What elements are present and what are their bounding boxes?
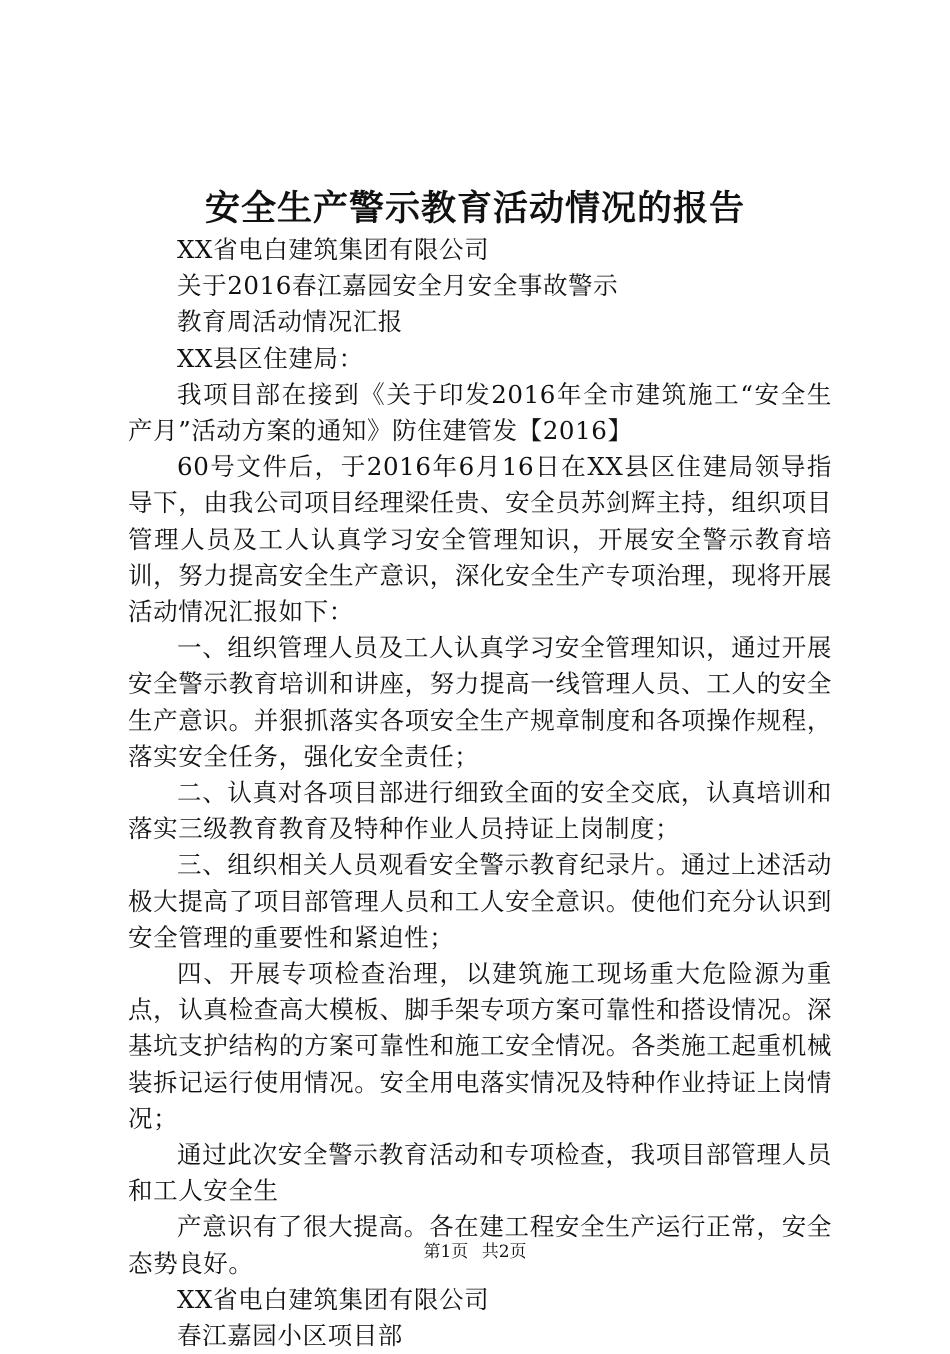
page-number-total: 共2页 xyxy=(481,1242,527,1262)
paragraph-conclusion-1: 通过此次安全警示教育活动和专项检查，我项目部管理人员和工人安全生 xyxy=(128,1140,832,1206)
page-number-current: 第1页 xyxy=(423,1242,469,1262)
paragraph-company: XX省电白建筑集团有限公司 xyxy=(177,235,490,264)
paragraph-item-3: 三、组织相关人员观看安全警示教育纪录片。通过上述活动极大提高了项目部管理人员和工人安全意识。使他们充分认识到安全管理的重要性和紧迫性； xyxy=(128,850,832,952)
paragraph-subject-line-1: 关于2016春江嘉园安全月安全事故警示 xyxy=(177,271,619,301)
paragraph-item-1: 一、组织管理人员及工人认真学习安全管理知识，通过开展安全警示教育培训和讲座，努力提高一线管理人员、工人的安全生产意识。并狠抓落实各项安全生产规章制度和各项操作规程，落实安全任务，强化安全责任； xyxy=(128,633,832,771)
paragraph-signature-company: XX省电白建筑集团有限公司 xyxy=(177,1284,490,1314)
document-body xyxy=(128,232,832,1354)
paragraph-item-2: 二、认真对各项目部进行细致全面的安全交底，认真培训和落实三级教育教育及特种作业人员持证上岗制度； xyxy=(128,778,832,844)
paragraph-item-4: 四、开展专项检查治理，以建筑施工现场重大危险源为重点，认真检查高大模板、脚手架专项方案可靠性和搭设情况。深基坑支护结构的方案可靠性和施工安全情况。各类施工起重机械装拆记运行使用情况。安全用电落实情况及特种作业持证上岗情况； xyxy=(128,959,832,1133)
paragraph-addressee: XX县区住建局： xyxy=(177,343,364,373)
document-title: 安全生产警示教育活动情况的报告 xyxy=(204,188,745,229)
paragraph-summary: 60号文件后，于2016年6月16日在XX县区住建局领导指导下，由我公司项目经理梁任贵、安全员苏剑辉主持，组织项目管理人员及工人认真学习安全管理知识，开展安全警示教育培训，努力提高安全生产意识，深化安全生产专项治理，现将开展活动情况汇报如下： xyxy=(128,452,832,627)
paragraph-conclusion-2: 产意识有了很大提高。各在建工程安全生产运行正常，安全态势良好。 xyxy=(128,1212,832,1278)
paragraph-signature-project: 春江嘉园小区项目部 xyxy=(177,1321,403,1351)
page-footer xyxy=(0,1240,950,1264)
paragraph-subject-line-2: 教育周活动情况汇报 xyxy=(177,307,403,337)
paragraph-intro: 我项目部在接到《关于印发2016年全市建筑施工“安全生产月”活动方案的通知》防住建管发【2016】 xyxy=(128,379,832,446)
